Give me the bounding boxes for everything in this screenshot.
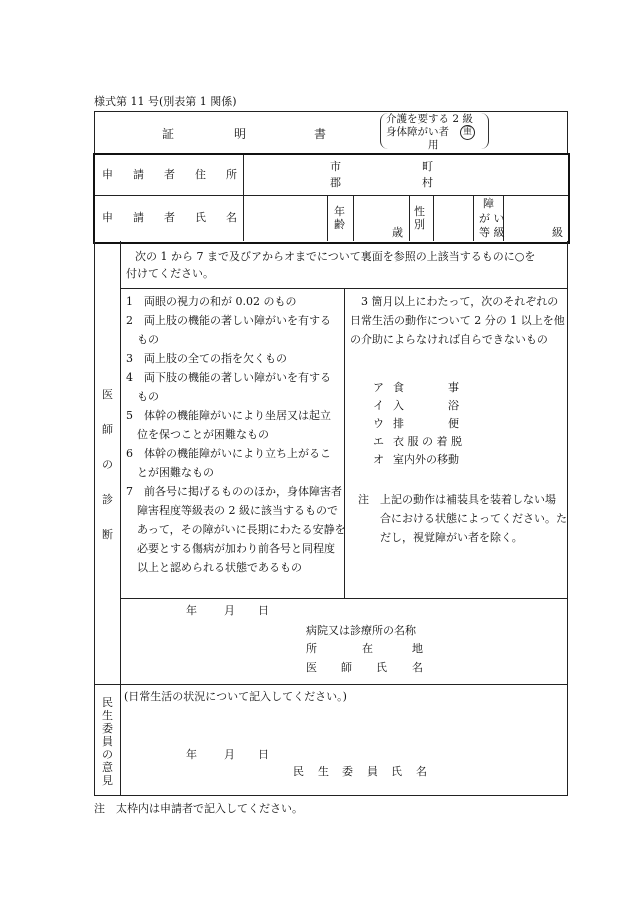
applicant-label-divider: [243, 155, 244, 241]
city-gun: 郡: [330, 176, 341, 189]
address-char: 在: [362, 642, 373, 655]
activity-note-line: 注 上記の動作は補装具を装着しない場: [358, 493, 556, 506]
name-label-char: 名: [226, 211, 237, 224]
welfare-date-year: 年: [186, 748, 197, 761]
welfare-date-month: 月: [224, 748, 235, 761]
welfare-side-char: 生: [102, 709, 113, 722]
welfare-side-char: の: [102, 748, 113, 761]
condition-item: 位を保つことが困難なもの: [126, 428, 269, 441]
welfare-name-char: 氏: [391, 765, 402, 778]
age-label-right-divider: [353, 196, 354, 241]
applicant-row-divider: [95, 195, 568, 196]
doctor-date-year: 年: [186, 604, 197, 617]
doctor-instruction-1: 次の 1 から 7 まで及びアからオまでについて裏面を参照の上該当するものに○を: [135, 250, 536, 263]
condition-item: もの: [126, 333, 159, 346]
age-unit: 歳: [392, 226, 403, 239]
title-cert: 証: [162, 127, 175, 141]
doctor-side-char: 医: [102, 388, 113, 401]
doctor-side-char: 断: [102, 528, 113, 541]
hospital-name-label: 病院又は診療所の名称: [306, 624, 416, 637]
age-label-2: 齢: [334, 218, 345, 231]
title-bracket-right: [480, 113, 489, 149]
title-sho: 書: [314, 127, 327, 141]
title-bracket-line2: 身体障がい者: [386, 126, 449, 138]
condition-item: 6 体幹の機能障がいにより立ち上がるこ: [126, 447, 331, 460]
title-bracket-line1: 介護を要する 2 級: [386, 113, 473, 125]
form-number: 様式第 11 号(別表第 1 関係): [94, 95, 237, 108]
doctor-side-char: 師: [102, 423, 113, 436]
doctor-side-char: 診: [102, 493, 113, 506]
age-label-left-divider: [327, 196, 328, 241]
address-label-char: 申: [102, 168, 113, 181]
doctor-column-divider: [344, 288, 345, 598]
title-mei: 明: [234, 127, 247, 141]
circled-mark: [460, 125, 475, 140]
town-mura: 村: [422, 176, 433, 189]
condition-item: 7 前各号に掲げるもののほか，身体障害者: [126, 485, 342, 498]
address-label-char: 者: [164, 168, 175, 181]
welfare-side-char: 員: [102, 735, 113, 748]
doctor-name-char: 医: [306, 661, 317, 674]
doctor-date-month: 月: [224, 604, 235, 617]
welfare-instruction: (日常生活の状況について記入してください。): [124, 690, 347, 703]
doctor-name-char: 師: [341, 661, 352, 674]
name-label-char: 請: [133, 211, 144, 224]
condition-item: 5 体幹の機能障がいにより坐居又は起立: [126, 409, 331, 422]
welfare-name-char: 名: [416, 765, 427, 778]
condition-item: あって，その障がいに長期にわたる安静を: [126, 523, 346, 536]
daily-life-intro-line: の介助によらなければ自らできないもの: [350, 333, 548, 346]
daily-life-intro-line: 日常生活の動作について 2 分の 1 以上を他: [350, 314, 565, 327]
name-label-char: 者: [164, 211, 175, 224]
name-label-char: 申: [102, 211, 113, 224]
doctor-sign-divider: [120, 598, 568, 599]
activity-note-line: だし，視覚障がい者を除く。: [358, 531, 523, 544]
welfare-side-char: 意: [102, 761, 113, 774]
sex-label-1: 性: [414, 205, 425, 218]
doctor-instruction-2: 付けてください。: [126, 267, 214, 280]
welfare-date-day: 日: [258, 748, 269, 761]
doctor-name-char: 氏: [376, 661, 387, 674]
city-ichi: 市: [330, 160, 341, 173]
doctor-side-char: の: [102, 458, 113, 471]
sex-label-right-divider: [433, 196, 434, 241]
welfare-bottom-border: [94, 795, 568, 796]
condition-item: もの: [126, 390, 159, 403]
welfare-side-char: 委: [102, 722, 113, 735]
grade-label-left-divider: [473, 196, 474, 241]
activity-label: 入 浴: [393, 399, 459, 412]
grade-label-3: 等 級: [479, 226, 505, 239]
condition-item: 2 両上肢の機能の著しい障がいを有する: [126, 314, 331, 327]
condition-item: 必要とする傷病が加わり前各号と同程度: [126, 542, 335, 555]
welfare-name-char: 員: [367, 765, 378, 778]
circled-mark-text: 重: [462, 127, 472, 137]
welfare-side-char: 見: [102, 774, 113, 787]
address-label-char: 請: [133, 168, 144, 181]
doctor-border-right: [567, 241, 568, 796]
activity-key: エ: [373, 435, 384, 448]
doctor-name-char: 名: [412, 661, 423, 674]
address-label-char: 所: [226, 168, 237, 181]
daily-life-intro-line: 3 箇月以上にわたって，次のそれぞれの: [350, 295, 559, 308]
doctor-label-divider: [120, 241, 121, 796]
welfare-name-char: 委: [342, 765, 353, 778]
welfare-name-char: 生: [318, 765, 329, 778]
condition-item: 以上と認められる状態であるもの: [126, 561, 302, 574]
activity-label: 室内外の移動: [393, 453, 459, 466]
activity-key: オ: [373, 453, 384, 466]
condition-item: 障害程度等級表の 2 級に該当するもので: [126, 504, 338, 517]
activity-note-line: 合における状態によってください。た: [358, 512, 567, 525]
town-machi: 町: [422, 160, 433, 173]
activity-label: 衣 服 の 着 脱: [393, 435, 462, 448]
footer-note: 注 太枠内は申請者で記入してください。: [94, 802, 303, 815]
sex-label-left-divider: [409, 196, 410, 241]
condition-item: 4 両下肢の機能の著しい障がいを有する: [126, 371, 331, 384]
welfare-name-char: 民: [293, 765, 304, 778]
condition-item: 1 両眼の視力の和が 0.02 のもの: [126, 295, 297, 308]
name-label-char: 氏: [195, 211, 206, 224]
address-label-char: 住: [195, 168, 206, 181]
activity-key: ウ: [373, 417, 384, 430]
title-bracket-line3: 用: [428, 139, 439, 151]
grade-label-1: 障: [483, 197, 494, 210]
form-border-left: [94, 111, 95, 154]
welfare-top-divider: [94, 684, 568, 685]
grade-unit: 級: [552, 226, 563, 239]
sex-label-2: 別: [414, 218, 425, 231]
condition-item: 3 両上肢の全ての指を欠くもの: [126, 352, 287, 365]
grade-label-2: が い: [479, 212, 505, 225]
doctor-date-day: 日: [258, 604, 269, 617]
welfare-side-char: 民: [102, 696, 113, 709]
doctor-border-left: [94, 241, 95, 796]
activity-label: 食 事: [393, 381, 459, 394]
form-border-right: [567, 111, 568, 154]
address-char: 所: [306, 642, 317, 655]
age-label-1: 年: [334, 205, 345, 218]
form-border-top: [94, 111, 568, 112]
activity-key: ア: [373, 381, 384, 394]
address-char: 地: [412, 642, 423, 655]
activity-key: イ: [373, 399, 384, 412]
activity-label: 排 便: [393, 417, 459, 430]
condition-item: とが困難なもの: [126, 466, 214, 479]
